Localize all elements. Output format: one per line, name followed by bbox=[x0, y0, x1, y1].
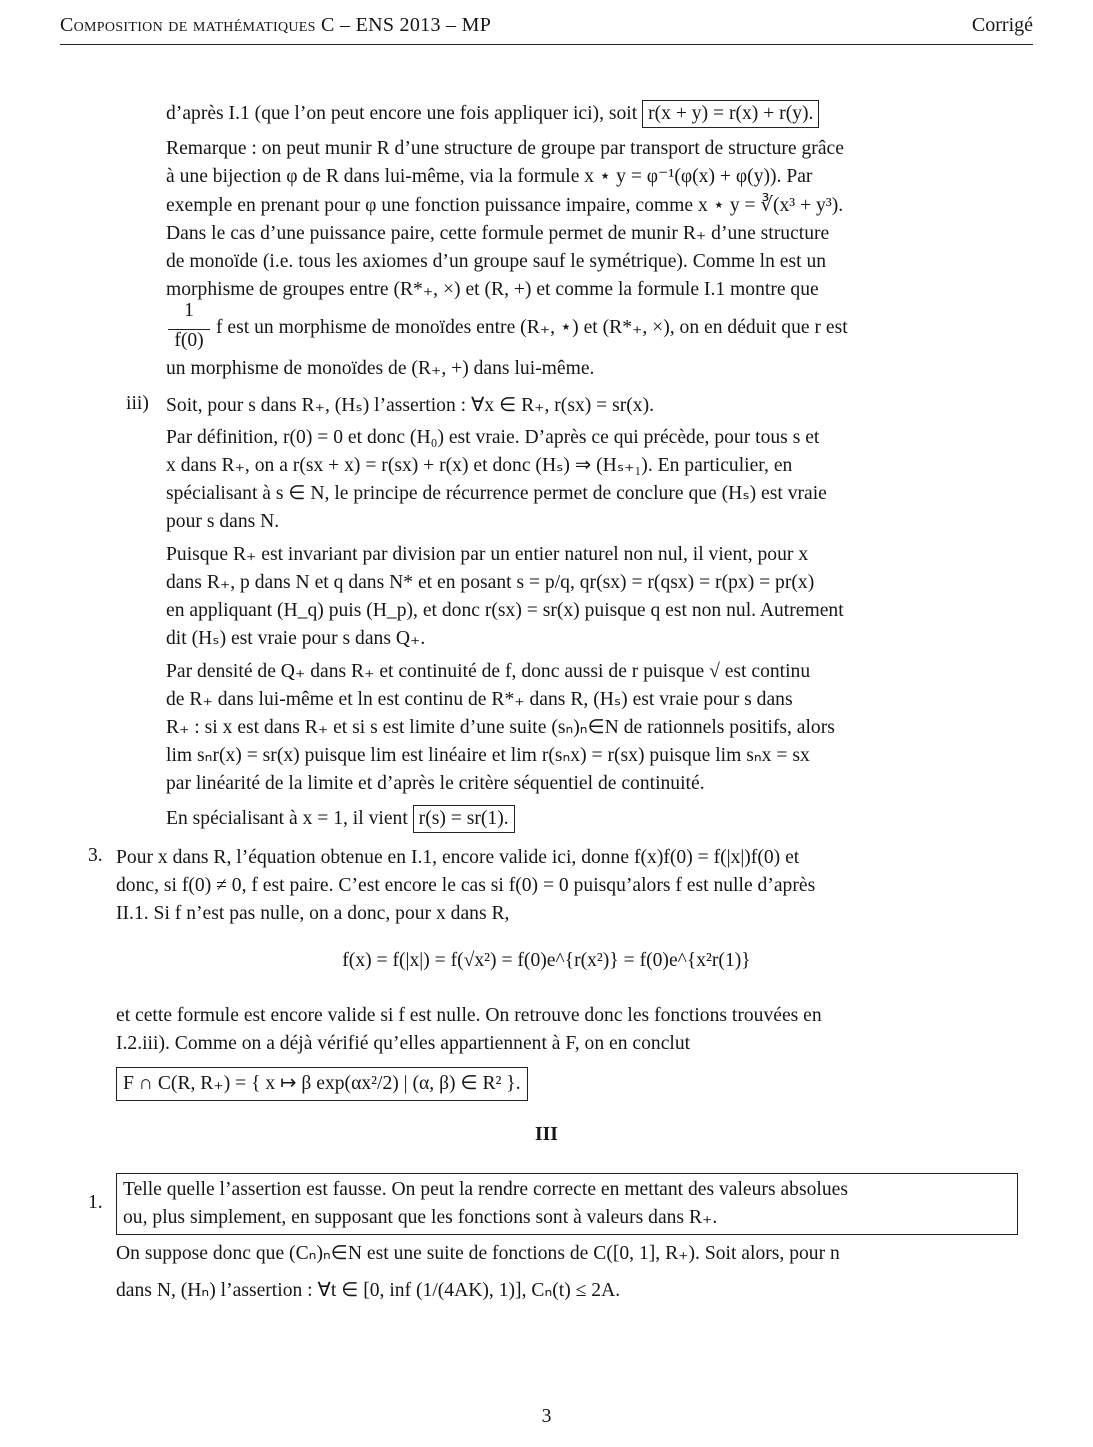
page-number: 3 bbox=[541, 1406, 552, 1427]
text-line: à une bijection φ de R dans lui-même, via la formule x ⋆ y = φ⁻¹(φ(x) + φ(y)). Par bbox=[166, 166, 813, 187]
text-line: de R₊ dans lui-même et ln est continu de R*₊ dans R, (Hₛ) est vraie pour s dans bbox=[166, 689, 793, 710]
display-equation: f(x) = f(|x|) = f(√x²) = f(0)e^{r(x²)} = f(0)e^{x²r(1)} bbox=[342, 950, 751, 971]
text-line: lim sₙr(x) = sr(x) puisque lim est linéaire et lim r(sₙx) = r(sx) puisque lim sₙx = sx bbox=[166, 745, 810, 766]
text-line: Puisque R₊ est invariant par division par un entier naturel non nul, il vient, pour x bbox=[166, 544, 809, 565]
text-line: d’après I.1 (que l’on peut encore une fois appliquer ici), soit r(x + y) = r(x) + r(y). bbox=[166, 100, 819, 128]
text-line: spécialisant à s ∈ N, le principe de récurrence permet de conclure que (Hₛ) est vraie bbox=[166, 483, 827, 504]
item-label-iii: iii) bbox=[126, 393, 149, 414]
text-line: Soit, pour s dans R₊, (Hₛ) l’assertion : ∀x ∈ R₊, r(sx) = sr(x). bbox=[166, 395, 655, 416]
boxed-conclusion: F ∩ C(R, R₊) = { x ↦ β exp(αx²/2) | (α, β) ∈ R² }. bbox=[116, 1067, 528, 1101]
running-header bbox=[60, 12, 1033, 42]
text-line: morphisme de groupes entre (R*₊, ×) et (R, +) et comme la formule I.1 montre que bbox=[166, 279, 819, 300]
fraction-denominator: f(0) bbox=[174, 330, 204, 351]
text-line: pour s dans N. bbox=[166, 511, 280, 532]
text-line: On suppose donc que (Cₙ)ₙ∈N est une suite de fonctions de C([0, 1], R₊). Soit alors, pour n bbox=[116, 1243, 840, 1264]
text-line: R₊ : si x est dans R₊ et si s est limite d’une suite (sₙ)ₙ∈N de rationnels positifs, alors bbox=[166, 717, 835, 738]
boxed-result: r(x + y) = r(x) + r(y). bbox=[642, 100, 819, 128]
text-line: Dans le cas d’une puissance paire, cette formule permet de munir R₊ d’une structure bbox=[166, 223, 830, 244]
boxed-remark: Telle quelle l’assertion est fausse. On peut la rendre correcte en mettant des valeurs absolues ou, plus simplement, en supposant que les fonctions sont à valeurs dans R₊. bbox=[116, 1173, 1018, 1235]
text-line: En spécialisant à x = 1, il vient r(s) = sr(1). bbox=[166, 805, 515, 833]
header-corrige: Corrigé bbox=[971, 14, 1033, 36]
text-line: dit (Hₛ) est vraie pour s dans Q₊. bbox=[166, 628, 426, 649]
item-label-1: 1. bbox=[88, 1192, 103, 1213]
text-line: en appliquant (H_q) puis (H_p), et donc r(sx) = sr(x) puisque q est non nul. Autrement bbox=[166, 600, 844, 621]
text-line: Par définition, r(0) = 0 et donc (H₀) est vraie. D’après ce qui précède, pour tous s et bbox=[166, 427, 820, 448]
text-line: par linéarité de la limite et d’après le critère séquentiel de continuité. bbox=[166, 773, 705, 794]
text-line: dans R₊, p dans N et q dans N* et en posant s = p/q, qr(sx) = r(qsx) = r(px) = pr(x) bbox=[166, 572, 815, 593]
text-line: dans N, (Hₙ) l’assertion : ∀t ∈ [0, inf (1/(4AK), 1)], Cₙ(t) ≤ 2A. bbox=[116, 1280, 621, 1301]
text-line: x dans R₊, on a r(sx + x) = r(sx) + r(x) et donc (Hₛ) ⇒ (Hₛ₊₁). En particulier, en bbox=[166, 455, 793, 476]
text-line: Par densité de Q₊ dans R₊ et continuité de f, donc aussi de r puisque √ est continu bbox=[166, 661, 811, 682]
text-line: un morphisme de monoïdes de (R₊, +) dans lui-même. bbox=[166, 358, 595, 379]
text-line: I.2.iii). Comme on a déjà vérifié qu’elles appartiennent à F, on en conclut bbox=[116, 1033, 691, 1054]
text-line: f est un morphisme de monoïdes entre (R₊, ⋆) et (R*₊, ×), on en déduit que r est bbox=[216, 317, 848, 338]
item-label-3: 3. bbox=[88, 845, 103, 866]
header-title: Composition de mathématiques C – ENS 2013 – MP bbox=[60, 14, 492, 36]
fraction-numerator: 1 bbox=[184, 300, 194, 321]
text-line: II.1. Si f n’est pas nulle, on a donc, pour x dans R, bbox=[116, 903, 510, 924]
boxed-result: r(s) = sr(1). bbox=[413, 805, 515, 833]
text-line: de monoïde (i.e. tous les axiomes d’un groupe sauf le symétrique). Comme ln est un bbox=[166, 251, 827, 272]
text-line: et cette formule est encore valide si f est nulle. On retrouve donc les fonctions trouvées en bbox=[116, 1005, 822, 1026]
text-line: exemple en prenant pour φ une fonction puissance impaire, comme x ⋆ y = ∛(x³ + y³). bbox=[166, 195, 844, 216]
text-line: Remarque : on peut munir R d’une structure de groupe par transport de structure grâce bbox=[166, 138, 844, 159]
section-heading: III bbox=[535, 1124, 558, 1145]
text-line: Pour x dans R, l’équation obtenue en I.1, encore valide ici, donne f(x)f(0) = f(|x|)f(0) et bbox=[116, 847, 800, 868]
text-line: donc, si f(0) ≠ 0, f est paire. C’est encore le cas si f(0) = 0 puisqu’alors f est nulle d’après bbox=[116, 875, 816, 896]
header-rule bbox=[60, 44, 1033, 45]
